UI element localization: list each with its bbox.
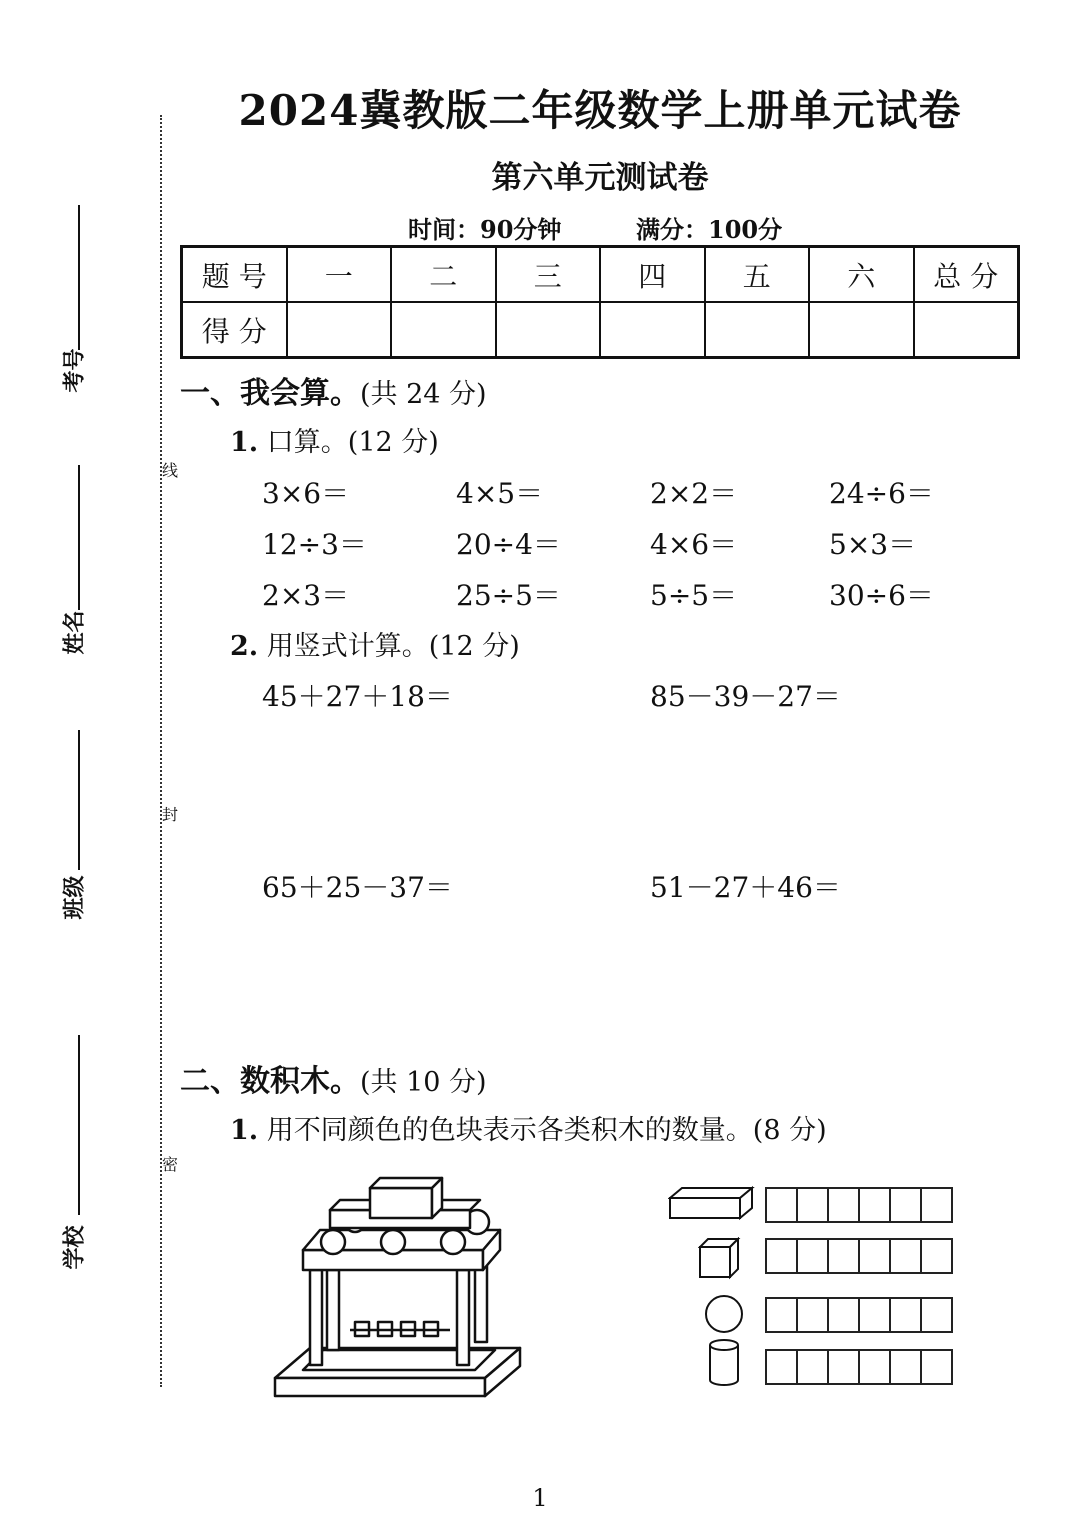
oral-problem: 4×5＝: [456, 477, 544, 510]
score-header-cell: 一: [287, 247, 392, 303]
grid-cell[interactable]: [860, 1299, 891, 1331]
grid-cell[interactable]: [767, 1351, 798, 1383]
grid-cell[interactable]: [798, 1189, 829, 1221]
oral-problem: 30÷6＝: [829, 579, 934, 612]
grid-cell[interactable]: [891, 1299, 922, 1331]
binding-dotted-line: [160, 115, 162, 1387]
score-cell[interactable]: [496, 302, 601, 358]
score-cell[interactable]: [809, 302, 914, 358]
cuboid-icon: [668, 1185, 756, 1225]
oral-problem: 3×6＝: [262, 477, 350, 510]
grid-cell[interactable]: [891, 1240, 922, 1272]
grid-cell[interactable]: [767, 1299, 798, 1331]
grid-cell[interactable]: [860, 1351, 891, 1383]
section1-score: (共 24 分): [360, 379, 487, 410]
exam-number-line[interactable]: [78, 205, 80, 350]
vertical-problem: 51－27＋46＝: [650, 871, 841, 904]
vertical-problem: 85－39－27＝: [650, 680, 841, 713]
grid-cell[interactable]: [922, 1189, 951, 1221]
grid-cell[interactable]: [860, 1240, 891, 1272]
grid-cell[interactable]: [767, 1189, 798, 1221]
oral-problem: 2×3＝: [262, 579, 350, 612]
score-table-header-row: [182, 247, 1019, 303]
name-line[interactable]: [78, 465, 80, 610]
grid-cell[interactable]: [829, 1299, 860, 1331]
oral-problem: 24÷6＝: [829, 477, 934, 510]
question-1-1: [230, 420, 439, 459]
section1-heading: [180, 368, 487, 412]
class-label: 班级: [61, 875, 88, 920]
score-row-label: 得 分: [182, 302, 287, 358]
section1-title: 一、我会算。: [180, 376, 360, 411]
score-header-cell: 总 分: [914, 247, 1019, 303]
vertical-problem: 65＋25－37＝: [262, 871, 453, 904]
grid-cell[interactable]: [767, 1240, 798, 1272]
exam-title: 2024冀教版二年级数学上册单元试卷: [238, 86, 962, 135]
cube-icon: [698, 1237, 742, 1281]
cylinder-count-grid[interactable]: [765, 1349, 953, 1385]
section2-heading: [180, 1056, 487, 1100]
vertical-problem: 45＋27＋18＝: [262, 680, 453, 713]
score-header-cell: 题 号: [182, 247, 287, 303]
score-header-cell: 三: [496, 247, 601, 303]
question-1-2: [230, 624, 520, 663]
oral-problem: 25÷5＝: [456, 579, 561, 612]
sphere-icon: [703, 1293, 745, 1335]
question-number: 1.: [230, 1115, 259, 1146]
oral-problem: 5×3＝: [829, 528, 917, 561]
score-cell[interactable]: [391, 302, 496, 358]
sphere-count-grid[interactable]: [765, 1297, 953, 1333]
binding-char-line: 线: [162, 458, 178, 481]
class-line[interactable]: [78, 730, 80, 870]
score-table-score-row: [182, 302, 1019, 358]
question-number: 2.: [230, 631, 259, 662]
grid-cell[interactable]: [922, 1240, 951, 1272]
score-header-cell: 五: [705, 247, 810, 303]
grid-cell[interactable]: [798, 1351, 829, 1383]
section2-title: 二、数积木。: [180, 1064, 360, 1099]
oral-problem: 4×6＝: [650, 528, 738, 561]
score-header-cell: 六: [809, 247, 914, 303]
cube-count-grid[interactable]: [765, 1238, 953, 1274]
grid-cell[interactable]: [891, 1189, 922, 1221]
grid-cell[interactable]: [798, 1240, 829, 1272]
exam-full-score: 满分：100分: [636, 215, 783, 244]
question-text: 口算。(12 分): [266, 427, 439, 458]
grid-cell[interactable]: [829, 1351, 860, 1383]
score-cell[interactable]: [287, 302, 392, 358]
school-label: 学校: [61, 1225, 88, 1270]
oral-problem: 2×2＝: [650, 477, 738, 510]
question-text: 用竖式计算。(12 分): [266, 631, 520, 662]
grid-cell[interactable]: [922, 1351, 951, 1383]
oral-problem: 12÷3＝: [262, 528, 367, 561]
score-table: [180, 245, 1020, 359]
grid-cell[interactable]: [922, 1299, 951, 1331]
question-number: 1.: [230, 427, 259, 458]
grid-cell[interactable]: [829, 1240, 860, 1272]
score-cell[interactable]: [600, 302, 705, 358]
question-text: 用不同颜色的色块表示各类积木的数量。(8 分): [266, 1115, 827, 1146]
grid-cell[interactable]: [860, 1189, 891, 1221]
binding-char-secret: 密: [162, 1152, 178, 1175]
question-2-1: [230, 1108, 827, 1147]
school-line[interactable]: [78, 1035, 80, 1215]
score-cell[interactable]: [914, 302, 1019, 358]
score-header-cell: 四: [600, 247, 705, 303]
grid-cell[interactable]: [891, 1351, 922, 1383]
grid-cell[interactable]: [798, 1299, 829, 1331]
score-header-cell: 二: [391, 247, 496, 303]
exam-subtitle: 第六单元测试卷: [491, 160, 709, 196]
binding-char-seal: 封: [162, 802, 178, 825]
exam-number-label: 考号: [61, 348, 88, 393]
cuboid-count-grid[interactable]: [765, 1187, 953, 1223]
cylinder-icon: [707, 1338, 741, 1388]
grid-cell[interactable]: [829, 1189, 860, 1221]
score-cell[interactable]: [705, 302, 810, 358]
building-blocks-illustration: [265, 1170, 530, 1405]
oral-problem: 5÷5＝: [650, 579, 738, 612]
name-label: 姓名: [61, 610, 88, 655]
page-number: 1: [532, 1484, 548, 1512]
oral-problem: 20÷4＝: [456, 528, 561, 561]
section2-score: (共 10 分): [360, 1067, 487, 1098]
exam-time: 时间：90分钟: [408, 215, 562, 244]
